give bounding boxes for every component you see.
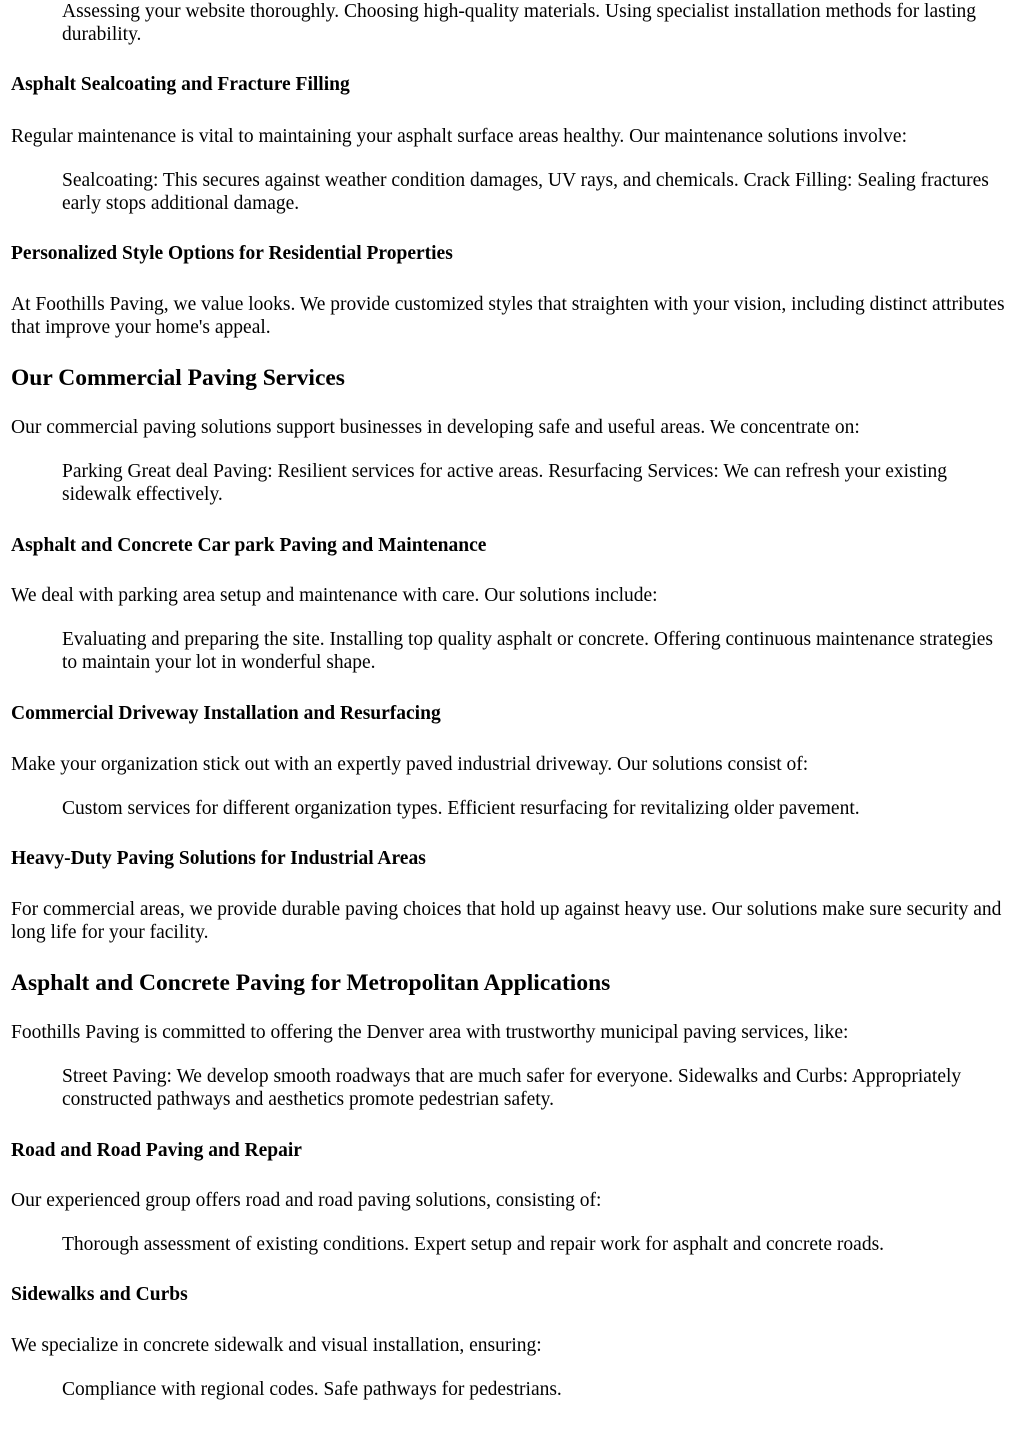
section-title-commercial: Our Commercial Paving Services — [11, 365, 345, 391]
section-title-metropolitan: Asphalt and Concrete Paving for Metropolitan Applications — [11, 970, 611, 996]
car-park-list-quote: Evaluating and preparing the site. Installing top quality asphalt or concrete. Offering continuous maintenance strategies to maintain your lot in wonderful shape. — [62, 629, 994, 673]
paragraph-road: Our experienced group offers road and road paving solutions, consisting of: — [11, 1190, 602, 1211]
paragraph-car-park: We deal with parking area setup and maintenance with care. Our solutions include: — [11, 585, 658, 606]
paragraph-industrial: For commercial areas, we provide durable paving choices that hold up against heavy use. Our solutions make sure security and long life for your facility. — [11, 899, 1002, 943]
metropolitan-list-quote: Street Paving: We develop smooth roadways that are much safer for everyone. Sidewalks and Curbs: Appropriately constructed pathways and aesthetics promote pedestrian safety. — [62, 1066, 962, 1110]
section-heading-sidewalks: Sidewalks and Curbs — [11, 1284, 188, 1305]
paragraph-maintenance: Regular maintenance is vital to maintaining your asphalt surface areas healthy. Our maintenance solutions involve: — [11, 126, 908, 147]
section-heading-industrial: Heavy-Duty Paving Solutions for Industrial Areas — [11, 848, 426, 869]
maintenance-list-quote: Sealcoating: This secures against weather condition damages, UV rays, and chemicals. Crack Filling: Sealing fractures early stops additional damage. — [62, 170, 989, 214]
paragraph-sidewalks: We specialize in concrete sidewalk and visual installation, ensuring: — [11, 1335, 542, 1356]
driveway-list-quote: Custom services for different organization types. Efficient resurfacing for revitalizing older pavement. — [62, 798, 860, 819]
commercial-list-quote: Parking Great deal Paving: Resilient services for active areas. Resurfacing Services: We can refresh your existing sidewalk effectively. — [62, 461, 948, 505]
section-heading-residential-style: Personalized Style Options for Residential Properties — [11, 243, 453, 264]
section-heading-sealcoating: Asphalt Sealcoating and Fracture Filling — [11, 74, 350, 95]
paragraph-metropolitan: Foothills Paving is committed to offering the Denver area with trustworthy municipal paving services, like: — [11, 1022, 849, 1043]
paragraph-commercial: Our commercial paving solutions support businesses in developing safe and useful areas. We concentrate on: — [11, 417, 860, 438]
section-heading-road: Road and Road Paving and Repair — [11, 1140, 302, 1161]
service-steps-quote: Assessing your website thoroughly. Choosing high-quality materials. Using specialist installation methods for lasting durability. — [62, 1, 977, 45]
paragraph-driveway: Make your organization stick out with an expertly paved industrial driveway. Our solutions consist of: — [11, 754, 809, 775]
sidewalks-list-quote: Compliance with regional codes. Safe pathways for pedestrians. — [62, 1379, 562, 1400]
road-list-quote: Thorough assessment of existing conditions. Expert setup and repair work for asphalt and concrete roads. — [62, 1234, 885, 1255]
paragraph-residential-style: At Foothills Paving, we value looks. We provide customized styles that straighten with your vision, including distinct attributes that improve your home's appeal. — [11, 294, 1005, 338]
section-heading-car-park: Asphalt and Concrete Car park Paving and Maintenance — [11, 535, 487, 556]
section-heading-driveway: Commercial Driveway Installation and Resurfacing — [11, 703, 441, 724]
